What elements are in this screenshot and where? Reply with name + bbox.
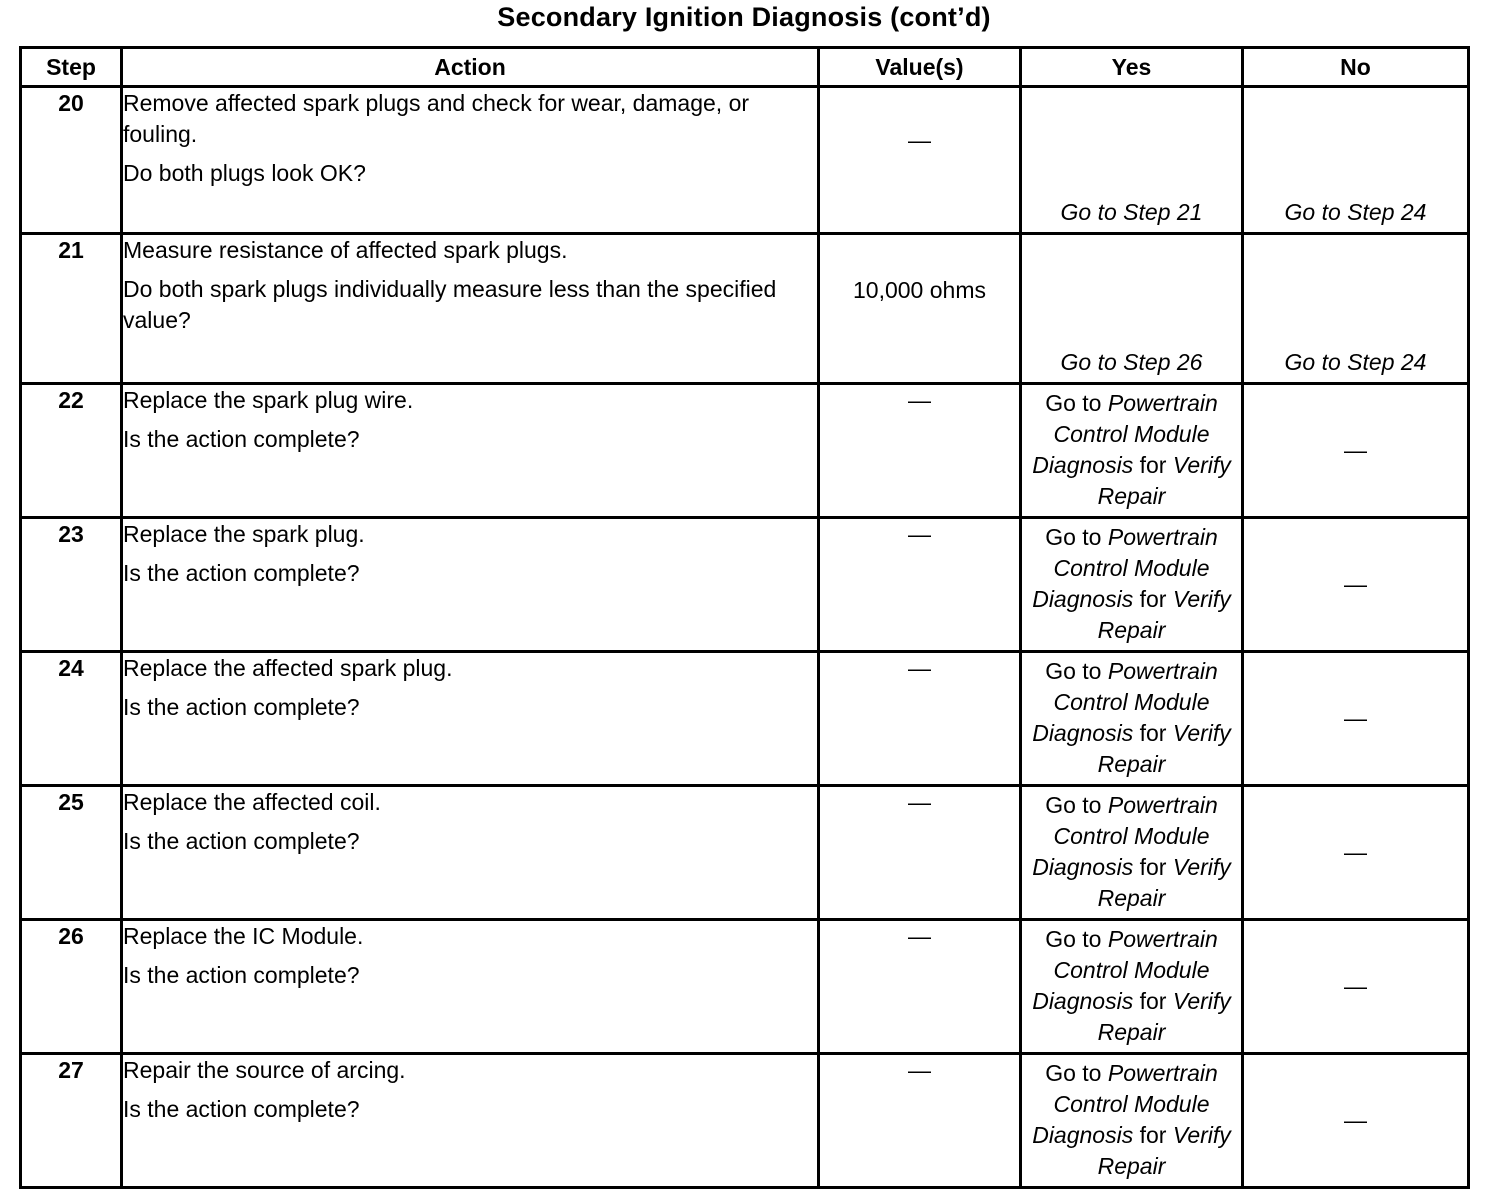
action-question: Do both plugs look OK?: [123, 160, 366, 186]
action-text: Replace the affected spark plug.: [123, 655, 453, 681]
yes-for: for: [1139, 1122, 1167, 1148]
step-number: 24: [21, 652, 122, 786]
value-cell: —: [819, 652, 1021, 786]
value-cell: —: [819, 87, 1021, 234]
action-text: Replace the IC Module.: [123, 923, 364, 949]
yes-cell: [1021, 1054, 1243, 1188]
table-row: [21, 384, 1469, 518]
step-number: 26: [21, 920, 122, 1054]
action-question: Do both spark plugs individually measure less than the specified value?: [123, 276, 777, 333]
value-cell: —: [819, 518, 1021, 652]
no-cell: —: [1243, 384, 1469, 518]
yes-verify-repair: Verify Repair: [1097, 720, 1231, 777]
step-number: 22: [21, 384, 122, 518]
header-action: Action: [122, 48, 819, 87]
action-cell: [122, 786, 819, 920]
step-number: 20: [21, 87, 122, 234]
yes-verify-repair: Verify Repair: [1097, 854, 1231, 911]
header-row: [21, 48, 1469, 87]
yes-go-to: Go to: [1045, 390, 1102, 416]
table-row: [21, 920, 1469, 1054]
yes-pcm-link: Powertrain Control Module Diagnosis: [1032, 926, 1218, 1014]
step-number: 23: [21, 518, 122, 652]
action-cell: [122, 384, 819, 518]
yes-go-to: Go to: [1045, 926, 1102, 952]
value-cell: —: [819, 786, 1021, 920]
no-cell: —: [1243, 786, 1469, 920]
yes-cell: Go to Step 21: [1021, 87, 1243, 234]
header-values: Value(s): [819, 48, 1021, 87]
page-title: Secondary Ignition Diagnosis (cont’d): [497, 2, 991, 32]
yes-pcm-link: Powertrain Control Module Diagnosis: [1032, 390, 1218, 478]
header-no: No: [1243, 48, 1469, 87]
yes-go-to: Go to: [1045, 524, 1102, 550]
action-question: Is the action complete?: [123, 694, 360, 720]
action-text: Remove affected spark plugs and check for wear, damage, or fouling.: [123, 90, 750, 147]
value-cell: —: [819, 920, 1021, 1054]
table-row: [21, 234, 1469, 384]
action-question: Is the action complete?: [123, 1096, 360, 1122]
no-cell: Go to Step 24: [1243, 87, 1469, 234]
yes-cell: [1021, 920, 1243, 1054]
action-cell: [122, 87, 819, 234]
yes-pcm-link: Powertrain Control Module Diagnosis: [1032, 658, 1218, 746]
value-cell: 10,000 ohms: [819, 234, 1021, 384]
yes-cell: [1021, 652, 1243, 786]
action-question: Is the action complete?: [123, 560, 360, 586]
yes-for: for: [1139, 854, 1167, 880]
action-question: Is the action complete?: [123, 828, 360, 854]
action-text: Replace the spark plug wire.: [123, 387, 414, 413]
header-yes: Yes: [1021, 48, 1243, 87]
no-cell: —: [1243, 652, 1469, 786]
table-row: [21, 786, 1469, 920]
no-cell: Go to Step 24: [1243, 234, 1469, 384]
yes-cell: [1021, 518, 1243, 652]
diagnosis-table: [19, 46, 1470, 1189]
action-question: Is the action complete?: [123, 962, 360, 988]
yes-verify-repair: Verify Repair: [1097, 586, 1231, 643]
step-number: 25: [21, 786, 122, 920]
yes-verify-repair: Verify Repair: [1097, 1122, 1231, 1179]
step-number: 27: [21, 1054, 122, 1188]
action-cell: [122, 920, 819, 1054]
yes-pcm-link: Powertrain Control Module Diagnosis: [1032, 524, 1218, 612]
yes-verify-repair: Verify Repair: [1097, 988, 1231, 1045]
step-number: 21: [21, 234, 122, 384]
table-row: [21, 518, 1469, 652]
no-cell: —: [1243, 518, 1469, 652]
yes-for: for: [1139, 988, 1167, 1014]
action-text: Repair the source of arcing.: [123, 1057, 406, 1083]
action-cell: [122, 652, 819, 786]
action-text: Replace the affected coil.: [123, 789, 381, 815]
yes-for: for: [1139, 720, 1167, 746]
no-cell: —: [1243, 920, 1469, 1054]
header-step: Step: [21, 48, 122, 87]
value-cell: —: [819, 1054, 1021, 1188]
action-cell: [122, 518, 819, 652]
yes-cell: [1021, 786, 1243, 920]
yes-go-to: Go to: [1045, 1060, 1102, 1086]
no-cell: —: [1243, 1054, 1469, 1188]
yes-go-to: Go to: [1045, 658, 1102, 684]
action-cell: [122, 234, 819, 384]
yes-go-to: Go to: [1045, 792, 1102, 818]
action-cell: [122, 1054, 819, 1188]
action-question: Is the action complete?: [123, 426, 360, 452]
yes-cell: Go to Step 26: [1021, 234, 1243, 384]
yes-cell: [1021, 384, 1243, 518]
yes-for: for: [1139, 452, 1167, 478]
table-row: [21, 87, 1469, 234]
action-text: Measure resistance of affected spark plugs.: [123, 237, 568, 263]
table-row: [21, 1054, 1469, 1188]
value-cell: —: [819, 384, 1021, 518]
yes-pcm-link: Powertrain Control Module Diagnosis: [1032, 1060, 1218, 1148]
action-text: Replace the spark plug.: [123, 521, 365, 547]
yes-for: for: [1139, 586, 1167, 612]
yes-pcm-link: Powertrain Control Module Diagnosis: [1032, 792, 1218, 880]
table-row: [21, 652, 1469, 786]
yes-verify-repair: Verify Repair: [1097, 452, 1231, 509]
